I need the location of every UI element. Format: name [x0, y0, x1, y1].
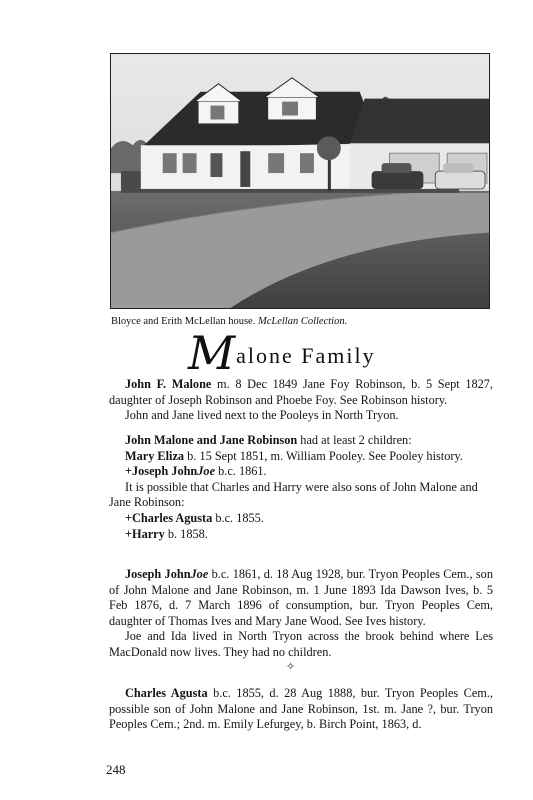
caption-text: Bloyce and Erith McLellan house. [111, 316, 256, 327]
paragraph: Joe and Ida lived in North Tryon across the brook behind where Les MacDonald now lives. They had no children. [109, 629, 493, 659]
child-text: b. 15 Sept 1851, m. William Pooley. See Pooley history. [184, 448, 463, 463]
child-name: +Harry [125, 526, 165, 541]
paragraph [109, 377, 493, 408]
entry-text: had at least 2 children: [297, 433, 412, 447]
paragraph: John and Jane lived next to the Pooleys in North Tryon. [125, 408, 399, 423]
child-nickname: Joe [197, 464, 216, 479]
person-name: John F. Malone [125, 377, 212, 391]
title-initial: M [188, 326, 236, 380]
entry-text: b.c. 1855, d. 28 Aug 1888, bur. Tryon Peoples Cem., possible son of John Malone and Jane Robinson, 1st. m. Jane ?, bur. Tryon Peoples Cem.; 2nd. m. Emily Lefurgey, b. Birch Point, 1863, d. [109, 686, 493, 732]
person-name: Charles Agusta [125, 686, 208, 700]
caption-credit: McLellan Collection. [257, 316, 348, 327]
child-name: +Charles Agusta [125, 510, 213, 525]
paragraph [109, 567, 493, 629]
entry-john-f-malone [109, 377, 493, 424]
child-name: Mary Eliza [125, 448, 185, 463]
child-item [109, 527, 493, 543]
section-ornament: ✧ [286, 661, 296, 673]
entry-charles-agusta [109, 686, 493, 733]
family-title [188, 326, 376, 380]
child-text: b.c. 1855. [212, 510, 264, 525]
entry-joseph-john [109, 567, 493, 661]
entry-text: b.c. 1861, d. 18 Aug 1928, bur. Tryon Peoples Cem., son of John Malone and Jane Robinson, m. 1 June 1893 Ida Dawson Ives, b. 5 Feb 1876, d. 7 March 1896 of consumption, bur. Tryon Peoples Cem, daughter of Thomas Ives and Mary Jane Wood. See Ives history. [109, 567, 493, 628]
paragraph [109, 686, 493, 733]
child-text: b. 1858. [164, 526, 208, 541]
child-item [109, 464, 493, 480]
person-name: Joseph John [125, 567, 191, 581]
child-item [109, 449, 493, 465]
person-nickname: Joe [190, 567, 209, 581]
child-name: +Joseph John [125, 464, 198, 479]
entry-text: m. 8 Dec 1849 Jane Foy Robinson, b. 5 Sept 1827, daughter of Joseph Robinson and Phoebe Foy. See Robinson history. [109, 377, 493, 407]
house-photo [110, 53, 490, 309]
child-text: b.c. 1861. [215, 464, 267, 479]
page-number: 248 [106, 762, 126, 777]
title-rest: alone Family [236, 343, 376, 368]
child-item [109, 511, 493, 527]
paragraph: It is possible that Charles and Harry were also sons of John Malone and Jane Robinson: [109, 479, 478, 510]
entry-children [109, 433, 493, 542]
paragraph [109, 433, 493, 449]
house-photo-illustration [111, 54, 489, 308]
couple-name: John Malone and Jane Robinson [125, 433, 298, 447]
